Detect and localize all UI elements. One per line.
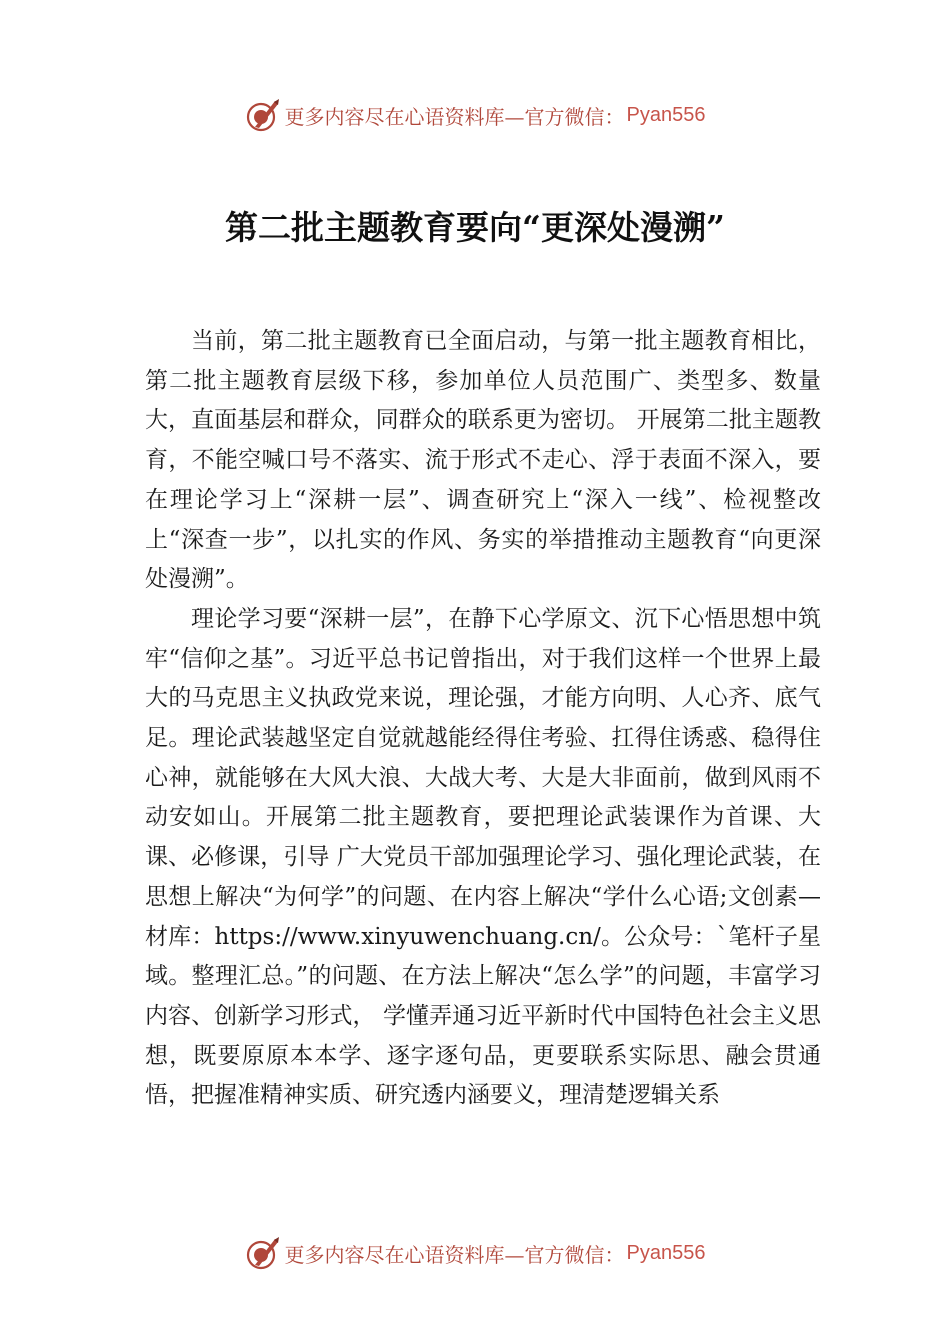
quill-pen-logo-icon — [245, 97, 281, 133]
paragraph: 理论学习要“深耕一层”，在静下心学原文、沉下心悟思想中筑牢“信仰之基”。习近平总书记曾指出，对于我们这样一个世界上最大的马克思主义执政党来说，理论强，才能方向明、人心齐、底气足。理论武装越坚定自觉就越能经得住考验、扛得住诱惑、稳得住心神，就能够在大风大浪、大战大考、大是大非面前，做到风雨不动安如山。开展第二批主题教育，要把理论武装课作为首课、大课、必修课，引导 广大党员干部加强理论学习、强化理论武装，在思想上解决“为何学”的问题、在内容上解决“学什么心语;文创素—材库：https://www.xinyuwenchuang.cn/。公众号：`笔杆子星域。整理汇总。”的问题、在方法上解决“怎么学”的问题，丰富学习内容、创新学习形式， 学懂弄通习近平新时代中国特色社会主义思想，既要原原本本学、逐字逐句品，更要联系实际思、融会贯通悟，把握准精神实质、研究透内涵要义，理清楚逻辑关系 — [145, 605, 821, 1109]
header-wechat-id: Pyan556 — [626, 103, 706, 126]
document-title: 第二批主题教育要向“更深处漫溯” — [225, 208, 725, 247]
quill-pen-logo-icon — [245, 1235, 281, 1271]
header-banner — [0, 95, 950, 135]
footer-wechat-id: Pyan556 — [626, 1241, 706, 1264]
document-body — [145, 322, 821, 1116]
header-banner-text: 更多内容尽在心语资料库—官方微信： — [284, 104, 625, 129]
paragraph: 当前，第二批主题教育已全面启动，与第一批主题教育相比，第二批主题教育层级下移，参加单位人员范围广、类型多、数量大，直面基层和群众，同群众的联系更为密切。 开展第二批主题教育，不能空喊口号不落实、流于形式不走心、浮于表面不深入，要在理论学习上“深耕一层”、调查研究上“深入一线”、检视整改上“深查一步”，以扎实的作风、务实的举措推动主题教育“向更深处漫溯”。 — [145, 328, 821, 593]
footer-banner-text: 更多内容尽在心语资料库—官方微信： — [284, 1242, 625, 1267]
footer-banner — [0, 1233, 950, 1273]
